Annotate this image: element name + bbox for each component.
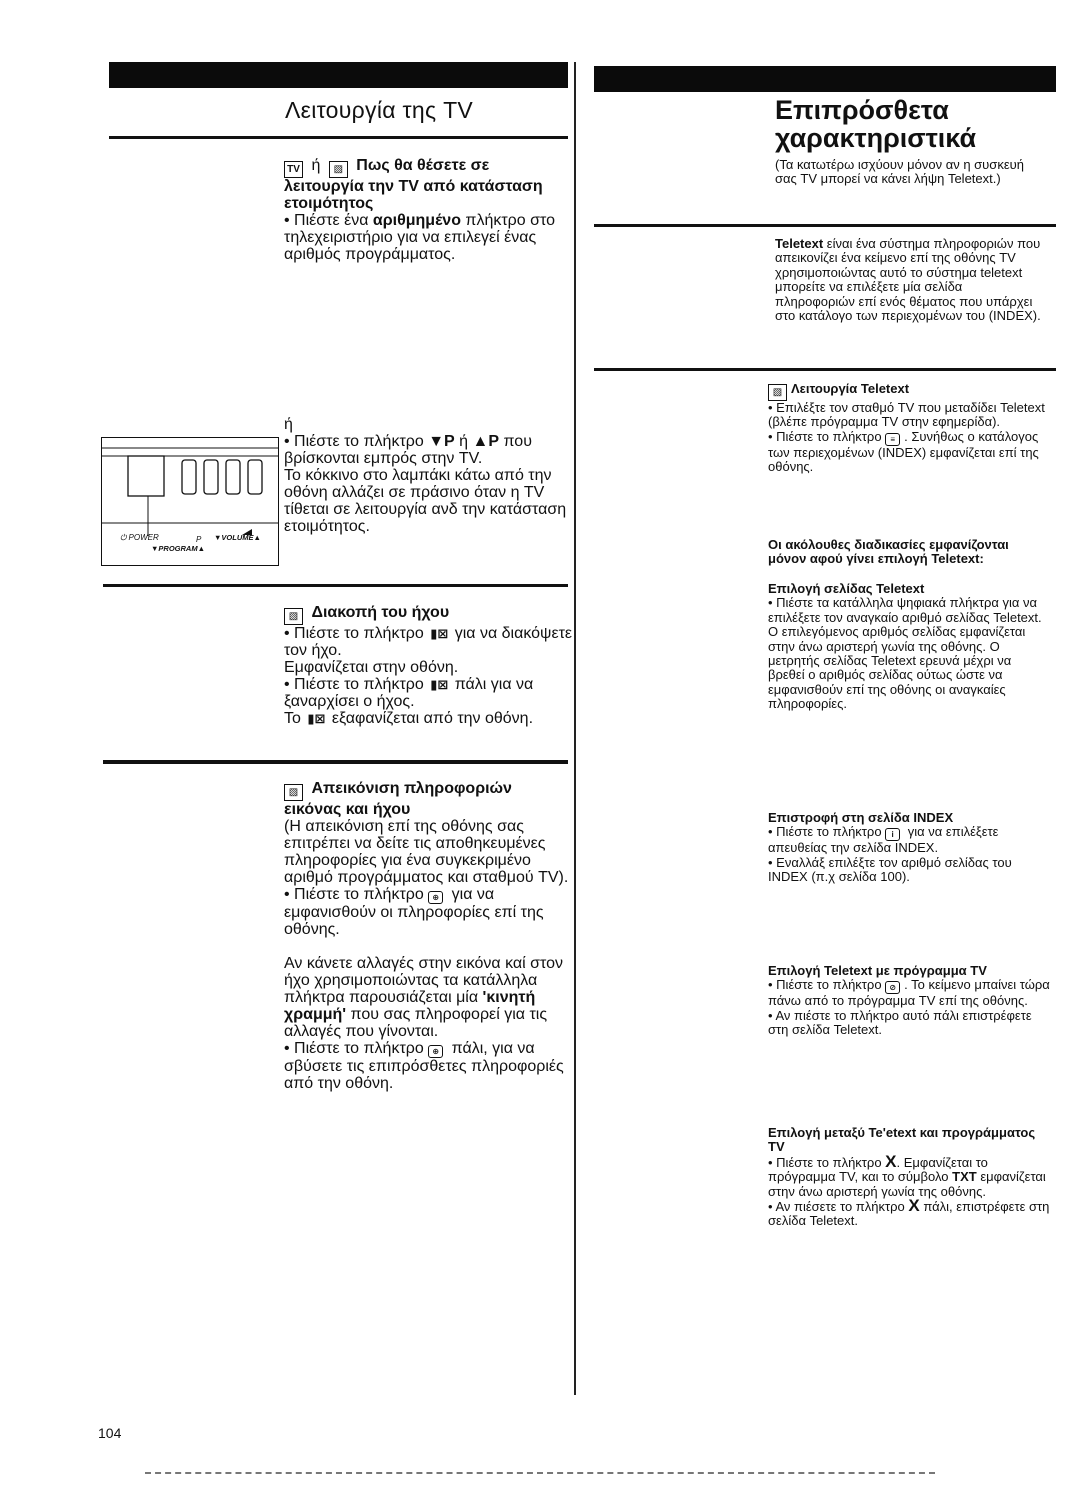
left-page-title: Λειτουργία της TV <box>285 97 474 123</box>
tv-key-icon: TV <box>284 161 303 178</box>
mute-icon: ▮⊠ <box>430 626 449 641</box>
info-key-icon: ⊕ <box>428 1045 443 1058</box>
column-divider <box>574 62 576 1395</box>
mute-icon: ▮⊠ <box>430 677 449 692</box>
led-explanation: Το κόκκινο στο λαμπάκι κάτω από την οθόνη αλλάζει σε πράσινο όταν η TV τίθεται σε λειτουργία ανδ την κατάσταση ετοιμότητος. <box>284 467 567 535</box>
mute-b2b: πάλι για να ξαναρχίσει ο ήχος. <box>284 676 534 710</box>
x-key-icon: X <box>908 1196 920 1216</box>
right-title-line2: χαρακτηριστικά <box>775 123 977 153</box>
index-b1b: για να επιλέξετε απευθείας την σελίδα INDEX. <box>768 824 999 856</box>
switch-section <box>768 1126 1050 1229</box>
right-rule-2 <box>594 368 1056 371</box>
left-title-rule <box>109 136 568 139</box>
info-b1b: για να εμφανισθούν οι πληροφορίες επί της οθόνης. <box>284 886 544 938</box>
p-up-key: ▲P <box>472 433 500 450</box>
info-b1a: • Πιέστε το πλήκτρο <box>284 886 429 903</box>
only-after-note: Οι ακόλουθες διαδικασίες εμφανίζονται μόνον αφού γίνει επιλογή Teletext: <box>768 537 1009 567</box>
x-key-icon: X <box>885 1151 897 1171</box>
mute-t1: Εμφανίζεται στην οθόνη. <box>284 659 459 676</box>
intro-bold: Teletext <box>775 236 824 251</box>
mute-b1b: για να διακόψετε τον ήχο. <box>284 625 573 659</box>
mix-key-icon: ⊘ <box>885 981 900 994</box>
alt-bullet-c: που βρίσκονται εμπρός στην TV. <box>284 433 532 467</box>
index-b1a: • Πιέστε το πλήκτρο <box>768 824 886 840</box>
page-select-section <box>768 582 1050 712</box>
mute-section-icon: ▧ <box>284 608 303 625</box>
or-text-2: ή <box>284 416 293 433</box>
right-header-bar <box>594 66 1056 92</box>
right-rule-1 <box>594 224 1056 227</box>
switch-b1a: • Πιέστε το πλήκτρο <box>768 1154 886 1170</box>
tt-heading: Λειτουργία Teletext <box>791 381 910 396</box>
switch-b1b: . Εμφανίζεται το πρόγραμμα TV, και το σύμβολο <box>768 1154 988 1185</box>
info-key-icon: ⊕ <box>428 891 443 904</box>
info-p1: (Η απεικόνιση επί της οθόνης σας επιτρέπει να δείτε τις αποθηκευμένες πληροφορίες για ένα συγκεκριμένο αριθμό προγράμματος και σταθμού TV). <box>284 818 569 886</box>
info-rule <box>103 760 568 764</box>
page-select-text: • Πιέστε τα κατάλληλα ψηφιακά πλήκτρα για να επιλέξετε τον αναγκαίο αριθμό σελίδας Teletext. Ο επιλεγόμενος αριθμός σελίδας εμφανίζεται στην άνω αριστερή γωνία της οθόνης. Ο μετρητής σελίδας Teletext ερευνά μέχρι να βρεθεί ο αριθμός σελίδας ούτως ώστε να εμφανισθούν επί της οθόνης οι αναγκαίες πληροφορίες. <box>768 595 1042 712</box>
standby-bullet-bold: αριθμημένο <box>372 212 461 229</box>
index-b2: • Εναλλάξ επιλέξτε τον αριθμό σελίδας του INDEX (π.χ σελίδα 100). <box>768 854 1012 885</box>
mute-t2a: Το <box>284 710 306 727</box>
index-key-icon: i <box>885 828 900 841</box>
mute-b1a: • Πιέστε το πλήκτρο <box>284 625 429 642</box>
mute-icon: ▮⊠ <box>307 711 326 726</box>
mix-heading: Επιλογή Teletext με πρόγραμμα TV <box>768 963 987 978</box>
info-heading: Απεικόνιση πληροφοριών εικόνας και ήχου <box>284 780 512 818</box>
index-section <box>768 811 1050 885</box>
intro-rest: είναι ένα σύστημα πληροφοριών που απεικονίζει ένα κείμενο επί της οθόνης TV χρησιμοποιώντας αυτό το σύστημα teletext μπορείτε να επιλέξετε μία σελίδα πληροφοριών επί ενός θέματος που υπάρχει στο κατάλογο των περιεχομένων του (INDEX). <box>775 236 1041 324</box>
tv-front-panel-diagram <box>101 437 279 566</box>
tt-b2b: . Συνήθως ο κατάλογος των περιεχομένων (INDEX) εμφανίζεται επί της οθόνης. <box>768 428 1039 475</box>
teletext-note: (Τα κατωτέρω ισχύουν μόνον αν η συσκευή σας TV μπορεί να κάνει λήψη Teletext.) <box>775 157 1024 187</box>
p-label: P <box>196 535 202 544</box>
tt-b2a: • Πιέστε το πλήκτρο <box>768 428 886 444</box>
p-down-key: ▼P <box>428 433 455 450</box>
index-heading: Επιστροφή στη σελίδα INDEX <box>768 810 954 825</box>
switch-b2b: πάλι, επιστρέφετε στη σελίδα Teletext. <box>768 1199 1050 1229</box>
txt-symbol: TXT <box>952 1169 977 1185</box>
mute-heading: Διακοπή του ήχου <box>311 604 450 621</box>
standby-heading: Πως θα θέσετε σε λειτουργία την TV από κατάσταση ετοιμότητος <box>284 157 543 212</box>
info-p2a: Αν κάνετε αλλαγές στην εικόνα καί στον ήχο χρησιμοποιώντας τα κατάλληλα πλήκτρα παρουσιάζεται μία <box>284 955 564 1006</box>
mute-t2b: εξαφανίζεται από την οθόνη. <box>327 710 534 727</box>
mix-b2: • Αν πιέστε το πλήκτρο αυτό πάλι επιστρέφετε στη σελίδα Teletext. <box>768 1007 1032 1038</box>
power-label: ⏻ POWER <box>120 533 159 542</box>
switch-heading: Επιλογή μεταξύ Te'etext και προγράμματος TV <box>768 1125 1036 1155</box>
scan-artifacts <box>145 1472 935 1478</box>
info-b2a: • Πιέστε το πλήκτρο <box>284 1040 429 1057</box>
teletext-intro <box>775 237 1045 323</box>
or-text: ή <box>311 157 321 174</box>
page-select-heading: Επιλογή σελίδας Teletext <box>768 581 925 596</box>
teletext-key-icon: ≡ <box>885 433 900 446</box>
mix-b1b: . Το κείμενο μπαίνει τώρα πάνω από το πρόγραμμα TV επί της οθόνης. <box>768 977 1050 1009</box>
alt-bullet-a: • Πιέστε το πλήκτρο <box>284 433 429 450</box>
switch-b1c: εμφανίζεται στην άνω αριστερή γωνία της οθόνης. <box>768 1169 1046 1199</box>
program-label: ▼PROGRAM▲ <box>151 544 206 553</box>
standby-section <box>284 157 569 263</box>
right-page-title <box>775 96 976 152</box>
standby-bullet-rest: πλήκτρο στο τηλεχειριστήριο για να επιλεγεί ένας αριθμός προγράμματος. <box>284 212 555 263</box>
alt-bullet-b: ή <box>454 433 473 450</box>
mix-b1a: • Πιέστε το πλήκτρο <box>768 977 886 993</box>
left-header-bar <box>109 62 568 88</box>
info-section-icon: ▧ <box>284 784 303 801</box>
teletext-section-icon: ▧ <box>768 384 787 401</box>
right-title-line1: Επιπρόσθετα <box>775 95 949 125</box>
info-p2b: που σας πληροφορεί για τις αλλαγές που γίνονται. <box>284 1006 548 1040</box>
mute-b2a: • Πιέστε το πλήκτρο <box>284 676 429 693</box>
page-number: 104 <box>98 1425 122 1441</box>
info-b2b: πάλι, για να σβύσετε τις επιπρόσθετες πληροφοριές από την οθόνη. <box>284 1040 564 1092</box>
standby-bullet-prefix: • Πιέστε ένα <box>284 212 373 229</box>
alternative-section <box>284 416 569 535</box>
info-p2-bold: 'κινητή χραμμή' <box>284 989 536 1023</box>
volume-label: ▼VOLUME▲ <box>214 533 261 542</box>
info-section <box>284 780 569 1092</box>
mix-section <box>768 964 1050 1038</box>
mute-section <box>284 604 574 727</box>
standby-key-icon: ▧ <box>329 161 348 178</box>
tt-b1: • Επιλέξτε τον σταθμό TV που μεταδίδει Teletext (βλέπε πρόγραμμα TV στην εφημερίδα). <box>768 400 1045 430</box>
teletext-operation <box>768 382 1050 475</box>
switch-b2a: • Αν πιέσετε το πλήκτρο <box>768 1199 909 1215</box>
mute-rule <box>103 584 568 587</box>
